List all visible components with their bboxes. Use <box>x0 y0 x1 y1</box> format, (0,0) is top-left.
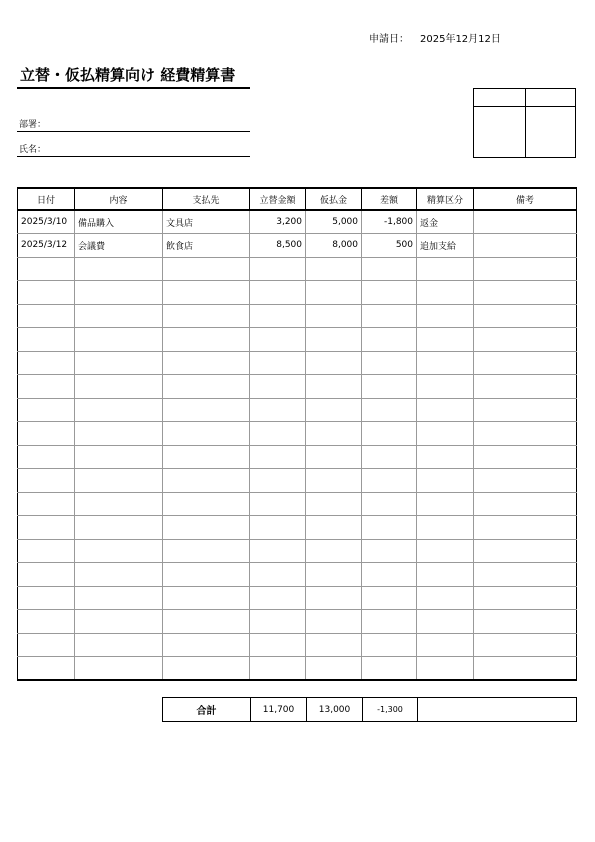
table-cell[interactable] <box>250 657 306 681</box>
table-cell[interactable] <box>306 304 362 328</box>
table-row <box>18 469 577 493</box>
table-row <box>18 398 577 422</box>
table-cell[interactable] <box>163 281 250 305</box>
table-cell[interactable] <box>417 281 474 305</box>
table-cell[interactable] <box>362 633 417 657</box>
table-cell[interactable] <box>18 351 75 375</box>
table-cell[interactable] <box>250 375 306 399</box>
table-cell[interactable] <box>306 563 362 587</box>
totals-label: 合計 <box>163 698 251 722</box>
table-cell[interactable] <box>474 422 577 446</box>
department-field[interactable] <box>17 131 250 132</box>
advance-total: 11,700 <box>251 698 307 722</box>
table-cell[interactable] <box>18 492 75 516</box>
table-cell[interactable] <box>75 610 163 634</box>
table-row <box>18 563 577 587</box>
table-cell[interactable] <box>306 539 362 563</box>
table-cell[interactable] <box>306 328 362 352</box>
table-cell[interactable] <box>362 492 417 516</box>
table-cell[interactable] <box>75 422 163 446</box>
table-cell[interactable] <box>75 328 163 352</box>
table-cell[interactable] <box>474 304 577 328</box>
table-cell[interactable] <box>474 210 577 234</box>
table-cell[interactable]: -1,800 <box>362 210 417 234</box>
table-cell[interactable] <box>362 257 417 281</box>
table-cell[interactable] <box>250 492 306 516</box>
table-cell[interactable] <box>18 633 75 657</box>
table-cell[interactable] <box>417 633 474 657</box>
table-cell[interactable] <box>417 257 474 281</box>
table-row <box>18 304 577 328</box>
table-cell[interactable]: 2025/3/12 <box>18 234 75 258</box>
table-cell[interactable] <box>75 281 163 305</box>
table-cell[interactable] <box>474 563 577 587</box>
table-cell[interactable] <box>362 304 417 328</box>
table-cell[interactable] <box>250 281 306 305</box>
table-cell[interactable]: 備品購入 <box>75 210 163 234</box>
stamp-divider-horizontal <box>474 106 575 107</box>
table-cell[interactable] <box>163 563 250 587</box>
table-cell[interactable] <box>163 586 250 610</box>
apply-date-label: 申請日： <box>369 34 409 45</box>
table-cell[interactable] <box>163 657 250 681</box>
table-cell[interactable] <box>362 281 417 305</box>
table-cell[interactable] <box>163 469 250 493</box>
table-cell[interactable] <box>306 516 362 540</box>
table-cell[interactable] <box>362 539 417 563</box>
table-cell[interactable]: 5,000 <box>306 210 362 234</box>
table-row <box>18 234 577 258</box>
table-cell[interactable] <box>75 563 163 587</box>
totals-blank <box>418 698 577 722</box>
difference-total: -1,300 <box>363 698 418 722</box>
table-cell[interactable] <box>250 563 306 587</box>
table-cell[interactable] <box>75 469 163 493</box>
table-cell[interactable] <box>417 328 474 352</box>
stamp-divider-vertical <box>525 89 526 157</box>
name-field[interactable] <box>17 156 250 157</box>
table-cell[interactable] <box>362 516 417 540</box>
table-row <box>18 657 577 681</box>
table-cell[interactable] <box>18 469 75 493</box>
table-cell[interactable] <box>474 610 577 634</box>
table-cell[interactable] <box>417 304 474 328</box>
table-cell[interactable] <box>250 586 306 610</box>
table-cell[interactable] <box>362 563 417 587</box>
table-cell[interactable] <box>75 257 163 281</box>
table-cell[interactable] <box>18 539 75 563</box>
table-cell[interactable] <box>474 281 577 305</box>
table-cell[interactable] <box>18 586 75 610</box>
title-underline <box>17 87 250 89</box>
table-cell[interactable] <box>474 351 577 375</box>
table-cell[interactable]: 8,500 <box>250 234 306 258</box>
totals-row <box>163 698 577 722</box>
table-cell[interactable] <box>18 657 75 681</box>
table-cell[interactable] <box>306 492 362 516</box>
table-row <box>18 210 577 234</box>
expense-table <box>17 187 577 681</box>
table-row <box>18 586 577 610</box>
table-cell[interactable] <box>163 257 250 281</box>
table-cell[interactable] <box>306 657 362 681</box>
table-cell[interactable] <box>75 633 163 657</box>
table-row <box>18 516 577 540</box>
table-cell[interactable] <box>474 234 577 258</box>
table-cell[interactable] <box>250 328 306 352</box>
table-cell[interactable] <box>474 469 577 493</box>
table-cell[interactable] <box>417 469 474 493</box>
col-header-notes: 備考 <box>474 188 577 210</box>
col-header-payee: 支払先 <box>163 188 250 210</box>
table-cell[interactable] <box>362 328 417 352</box>
table-cell[interactable] <box>417 516 474 540</box>
table-row <box>18 281 577 305</box>
table-cell[interactable] <box>250 257 306 281</box>
table-cell[interactable] <box>250 633 306 657</box>
table-row <box>18 422 577 446</box>
table-row <box>18 351 577 375</box>
table-cell[interactable]: 8,000 <box>306 234 362 258</box>
table-cell[interactable] <box>250 351 306 375</box>
table-cell[interactable] <box>18 516 75 540</box>
table-cell[interactable] <box>163 516 250 540</box>
table-header-row <box>18 188 577 210</box>
name-label: 氏名： <box>19 145 47 155</box>
table-cell[interactable] <box>362 469 417 493</box>
table-cell[interactable] <box>75 586 163 610</box>
table-cell[interactable] <box>18 375 75 399</box>
table-cell[interactable] <box>474 539 577 563</box>
table-cell[interactable]: 会議費 <box>75 234 163 258</box>
table-cell[interactable] <box>362 586 417 610</box>
table-cell[interactable] <box>75 657 163 681</box>
table-cell[interactable] <box>163 633 250 657</box>
table-cell[interactable] <box>306 375 362 399</box>
table-cell[interactable] <box>75 375 163 399</box>
table-cell[interactable] <box>18 304 75 328</box>
table-cell[interactable] <box>474 445 577 469</box>
table-cell[interactable] <box>18 422 75 446</box>
table-cell[interactable] <box>163 492 250 516</box>
table-cell[interactable] <box>163 304 250 328</box>
table-cell[interactable] <box>417 539 474 563</box>
table-cell[interactable] <box>18 445 75 469</box>
col-header-prepaid: 仮払金 <box>306 188 362 210</box>
table-cell[interactable] <box>250 469 306 493</box>
table-cell[interactable] <box>362 351 417 375</box>
prepaid-total: 13,000 <box>307 698 363 722</box>
table-cell[interactable] <box>306 257 362 281</box>
table-cell[interactable]: 飲食店 <box>163 234 250 258</box>
table-cell[interactable] <box>306 351 362 375</box>
table-cell[interactable] <box>306 398 362 422</box>
totals-table <box>162 697 577 722</box>
col-header-difference: 差額 <box>362 188 417 210</box>
table-cell[interactable] <box>474 633 577 657</box>
table-cell[interactable] <box>250 398 306 422</box>
col-header-content: 内容 <box>75 188 163 210</box>
table-cell[interactable]: 追加支給 <box>417 234 474 258</box>
table-cell[interactable] <box>306 633 362 657</box>
table-row <box>18 633 577 657</box>
table-cell[interactable] <box>417 492 474 516</box>
table-cell[interactable] <box>163 445 250 469</box>
col-header-settlement-type: 精算区分 <box>417 188 474 210</box>
table-cell[interactable]: 文具店 <box>163 210 250 234</box>
table-cell[interactable] <box>250 516 306 540</box>
page-title: 立替・仮払精算向け 経費精算書 <box>20 66 236 84</box>
table-cell[interactable] <box>417 610 474 634</box>
table-cell[interactable] <box>362 422 417 446</box>
table-cell[interactable] <box>417 586 474 610</box>
table-cell[interactable] <box>474 516 577 540</box>
table-cell[interactable] <box>163 539 250 563</box>
table-cell[interactable] <box>163 375 250 399</box>
table-cell[interactable] <box>417 351 474 375</box>
table-cell[interactable] <box>18 328 75 352</box>
table-cell[interactable] <box>474 328 577 352</box>
table-cell[interactable] <box>474 257 577 281</box>
table-cell[interactable] <box>18 257 75 281</box>
table-cell[interactable] <box>75 351 163 375</box>
table-cell[interactable] <box>417 445 474 469</box>
table-cell[interactable] <box>306 422 362 446</box>
table-cell[interactable] <box>75 516 163 540</box>
table-cell[interactable] <box>362 610 417 634</box>
table-cell[interactable] <box>474 375 577 399</box>
table-cell[interactable] <box>163 422 250 446</box>
table-row <box>18 492 577 516</box>
table-cell[interactable]: 3,200 <box>250 210 306 234</box>
table-cell[interactable] <box>362 657 417 681</box>
table-cell[interactable]: 2025/3/10 <box>18 210 75 234</box>
table-row <box>18 539 577 563</box>
table-cell[interactable] <box>474 492 577 516</box>
table-cell[interactable] <box>306 281 362 305</box>
table-row <box>18 610 577 634</box>
department-label: 部署： <box>19 120 47 130</box>
table-cell[interactable] <box>474 398 577 422</box>
table-cell[interactable] <box>163 328 250 352</box>
table-cell[interactable] <box>18 281 75 305</box>
table-row <box>18 375 577 399</box>
table-cell[interactable] <box>362 445 417 469</box>
table-cell[interactable] <box>306 469 362 493</box>
table-cell[interactable] <box>250 445 306 469</box>
table-cell[interactable] <box>250 422 306 446</box>
table-cell[interactable] <box>417 398 474 422</box>
table-row <box>18 328 577 352</box>
table-cell[interactable] <box>18 398 75 422</box>
table-cell[interactable] <box>75 492 163 516</box>
table-cell[interactable] <box>163 351 250 375</box>
table-cell[interactable]: 返金 <box>417 210 474 234</box>
table-cell[interactable] <box>75 398 163 422</box>
col-header-advance-amount: 立替金額 <box>250 188 306 210</box>
table-cell[interactable] <box>306 586 362 610</box>
table-cell[interactable] <box>75 304 163 328</box>
table-cell[interactable] <box>362 375 417 399</box>
approval-stamp-box <box>473 88 576 158</box>
table-cell[interactable] <box>250 539 306 563</box>
table-cell[interactable] <box>417 375 474 399</box>
table-cell[interactable] <box>75 445 163 469</box>
table-row <box>18 445 577 469</box>
table-cell[interactable] <box>362 398 417 422</box>
table-cell[interactable] <box>417 422 474 446</box>
table-cell[interactable] <box>306 445 362 469</box>
table-cell[interactable] <box>474 586 577 610</box>
table-cell[interactable]: 500 <box>362 234 417 258</box>
table-cell[interactable] <box>417 657 474 681</box>
table-cell[interactable] <box>18 563 75 587</box>
table-cell[interactable] <box>18 610 75 634</box>
table-cell[interactable] <box>306 610 362 634</box>
table-cell[interactable] <box>474 657 577 681</box>
table-cell[interactable] <box>417 563 474 587</box>
table-row <box>18 257 577 281</box>
table-cell[interactable] <box>163 398 250 422</box>
apply-date-value[interactable]: 2025年12月12日 <box>420 34 501 45</box>
table-cell[interactable] <box>250 610 306 634</box>
table-cell[interactable] <box>163 610 250 634</box>
table-cell[interactable] <box>75 539 163 563</box>
table-cell[interactable] <box>250 304 306 328</box>
col-header-date: 日付 <box>18 188 75 210</box>
